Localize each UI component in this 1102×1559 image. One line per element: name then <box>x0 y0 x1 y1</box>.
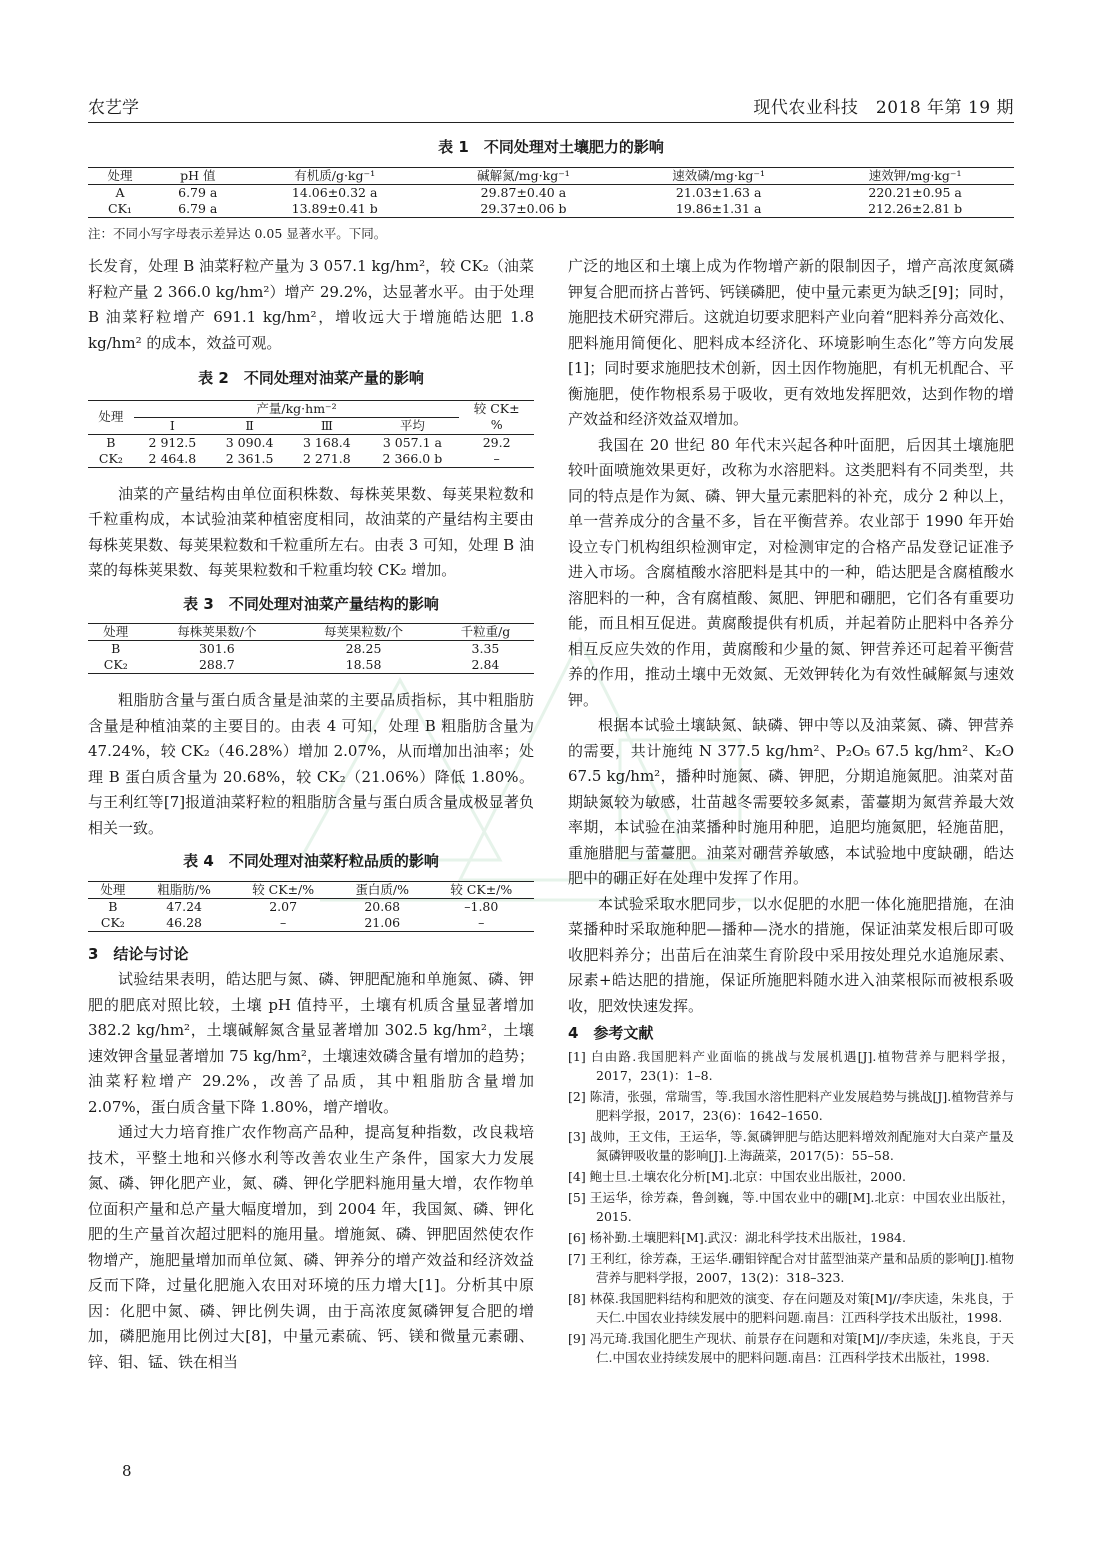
table-cell: –1.80 <box>464 898 499 914</box>
section-heading: 3 结论与讨论 <box>88 944 189 963</box>
body-paragraph: 广泛的地区和土壤上成为作物增产新的限制因子，增产高浓度氮磷钾复合肥而挤占普钙、钙镁磷肥，使中量元素更为缺乏[9]；同时，施肥技术研究滞后。这就迫切要求肥料产业向着“肥料养分高效化、肥料施用简便化、肥料成本经济化、环境影响生态化”等方向发展[1]；同时要求施肥技术创新，因土因作物施肥，有机无机配合、平衡施肥，使作物根系易于吸收，更有效地发挥肥效，达到作物的增产效益和经济效益双增加。 <box>568 257 1014 428</box>
table-header-cell: 较 CK±/% <box>429 881 534 898</box>
table-cell: – <box>493 450 500 466</box>
page-number: 8 <box>122 1462 132 1480</box>
table-row <box>88 915 534 932</box>
section-heading: 4 参考文献 <box>568 1024 654 1042</box>
table-cell: 2.84 <box>471 657 500 672</box>
table-header-row <box>88 624 534 641</box>
reference-item: [4] 鲍士旦.土壤农化分析[M].北京：中国农业出版社，2000. <box>568 1168 906 1184</box>
table-cell: 301.6 <box>198 641 235 656</box>
table-cell: 29.37±0.06 b <box>480 201 567 216</box>
body-paragraph: 根据本试验土壤缺氮、缺磷、钾中等以及油菜氮、磷、钾营养的需要，共计施纯 N 377.5 kg/hm²、P₂O₅ 67.5 kg/hm²、K₂O 67.5 kg/hm²，播种时施氮、磷、钾肥，分期追施氮肥。油菜对苗期缺氮较为敏感，壮苗越冬需要较多氮素，蕾薹期为氮营养最大效率期，本试验在油菜播种时施用种肥，追肥均施氮肥，轻施苗肥，重施腊肥与蕾薹肥。油菜对硼营养敏感，本试验地中度缺硼，皓达肥中的硼正好在处理中发挥了作用。 <box>568 716 1014 887</box>
table-header-cell: 速效钾/mg·kg⁻¹ <box>816 168 1014 185</box>
table-row <box>88 641 534 658</box>
table-cell: 6.79 a <box>178 201 218 216</box>
table-row <box>88 434 534 451</box>
reference-item: [5] 王运华，徐芳森，鲁剑巍，等.中国农业中的硼[M].北京：中国农业出版社，2015. <box>568 1189 1014 1224</box>
table-cell: 2.07 <box>269 898 298 914</box>
reference-item: [1] 白由路.我国肥料产业面临的挑战与发展机遇[J].植物营养与肥料学报，2017，23(1)：1–8. <box>568 1048 1014 1083</box>
table-cell: CK₁ <box>108 201 132 216</box>
body-paragraph: 粗脂肪含量与蛋白质含量是油菜的主要品质指标，其中粗脂肪含量是种植油菜的主要目的。由表 4 可知，处理 B 粗脂肪含量为 47.24%，较 CK₂（46.28%）增加 2.07%，从而增加出油率；处理 B 蛋白质含量为 20.68%，较 CK₂（21.06%）降低 1.80%。与王利红等[7]报道油菜籽粒的粗脂肪含量与蛋白质含量成极显著负相关一致。 <box>88 691 534 837</box>
reference-item: [6] 杨补勤.土壤肥料[M].武汉：湖北科学技术出版社，1984. <box>568 1229 906 1245</box>
table-cell: 18.58 <box>345 657 382 672</box>
reference-item: [3] 战帅，王文伟，王运华，等.氮磷钾肥与皓达肥料增效剂配施对大白菜产量及氮磷钾吸收量的影响[J].上海蔬菜，2017(5)：55–58. <box>568 1128 1014 1163</box>
table-header-cell: 平均 <box>365 417 459 434</box>
table-row <box>88 201 1014 218</box>
table-cell: – <box>478 914 485 930</box>
table-cell: 2 912.5 <box>148 434 197 450</box>
table-header-cell: 较 CK±/% <box>230 881 335 898</box>
table3 <box>88 623 534 674</box>
table-cell: 2 361.5 <box>225 450 274 466</box>
table-cell: 6.79 a <box>178 185 218 200</box>
table-header-cell: Ⅰ <box>134 417 211 434</box>
body-paragraph: 试验结果表明，皓达肥与氮、磷、钾肥配施和单施氮、磷、钾肥的肥底对照比较，土壤 pH 值持平，土壤有机质含量显著增加 382.2 kg/hm²，土壤碱解氮含量显著增加 302.5 kg/hm²，土壤速效钾含量显著增加 75 kg/hm²，土壤速效磷含量有增加的趋势；油菜籽粒增产 29.2%，改善了品质，其中粗脂肪含量增加 2.07%，蛋白质含量下降 1.80%，增产增收。 <box>88 970 534 1116</box>
table-cell: 19.86±1.31 a <box>675 201 762 216</box>
table2-caption: 表 2 不同处理对油菜产量的影响 <box>198 369 424 387</box>
table-header-row <box>88 417 534 434</box>
journal-issue: 现代农业科技 2018 年第 19 期 <box>753 98 1014 118</box>
table-cell: CK₂ <box>103 657 128 672</box>
table-header-cell: 有机质/g·kg⁻¹ <box>244 168 426 185</box>
table4 <box>88 881 534 932</box>
table-cell: CK₂ <box>100 914 125 930</box>
table-header-cell: 处理 <box>88 881 138 898</box>
table-header-cell: 产量/kg·hm⁻² <box>134 400 460 417</box>
table-header-cell: Ⅲ <box>288 417 365 434</box>
table-cell: 29.87±0.40 a <box>480 185 567 200</box>
table-cell: 288.7 <box>198 657 235 672</box>
table-row <box>88 185 1014 202</box>
body-paragraph: 本试验采取水肥同步，以水促肥的水肥一体化施肥措施，在油菜播种时采取施种肥—播种—浇水的措施，保证油菜发根后即可吸收肥料养分；出苗后在油菜生育阶段中采用按处理兑水追施尿素、尿素+皓达肥的措施，保证所施肥料随水进入油菜根际而被根系吸收，肥效快速发挥。 <box>568 894 1014 1015</box>
reference-item: [9] 冯元琦.我国化肥生产现状、前景存在问题和对策[M]//李庆逵，朱兆良，于天仁.中国农业持续发展中的肥料问题.南昌：江西科学技术出版社，1998. <box>568 1330 1014 1365</box>
table3-caption: 表 3 不同处理对油菜产量结构的影响 <box>183 594 439 613</box>
table-header-cell: Ⅱ <box>211 417 288 434</box>
table-cell: B <box>111 641 121 656</box>
table-header-cell: 每荚果粒数/个 <box>290 624 437 641</box>
table1-note: 注：不同小写字母表示差异达 0.05 显著水平。下同。 <box>88 226 387 241</box>
table-header-cell: pH 值 <box>152 168 244 185</box>
table-header-cell: 每株荚果数/个 <box>144 624 291 641</box>
table-header-cell: 处理 <box>88 624 144 641</box>
table-cell: CK₂ <box>98 450 123 466</box>
table-header-cell: 粗脂肪/% <box>138 881 231 898</box>
reference-item: [8] 林葆.我国肥料结构和肥效的演变、存在问题及对策[M]//李庆逵，朱兆良，于天仁.中国农业持续发展中的肥料问题.南昌：江西科学技术出版社，1998. <box>568 1290 1014 1325</box>
table1 <box>88 167 1014 218</box>
table-cell: 2 366.0 b <box>382 450 443 466</box>
table-cell: – <box>280 914 287 930</box>
table-cell: A <box>115 185 125 200</box>
table-cell: 3 168.4 <box>302 434 351 450</box>
running-header <box>88 96 1014 123</box>
table-cell: 14.06±0.32 a <box>291 185 378 200</box>
left-column <box>88 254 534 1375</box>
right-column <box>568 254 1014 1369</box>
table1-caption: 表 1 不同处理对土壤肥力的影响 <box>438 138 664 156</box>
table-header-cell: 碱解氮/mg·kg⁻¹ <box>426 168 621 185</box>
reference-item: [7] 王利红，徐芳森，王运华.硼钼锌配合对甘蓝型油菜产量和品质的影响[J].植物营养与肥料学报，2007，13(2)：318–323. <box>568 1250 1014 1285</box>
table-cell: 2 271.8 <box>302 450 351 466</box>
table-header-row <box>88 400 534 417</box>
table-cell: 220.21±0.95 a <box>868 185 962 200</box>
table-cell: B <box>106 434 116 450</box>
table-cell: 46.28 <box>166 914 202 930</box>
table-cell: 212.26±2.81 b <box>868 201 963 216</box>
table-header-row <box>88 881 534 898</box>
table-cell: 3.35 <box>471 641 500 656</box>
reference-list <box>568 1047 1014 1367</box>
table-cell: B <box>108 898 118 914</box>
table-cell: 3 090.4 <box>225 434 274 450</box>
table-header-cell: 较 CK± <box>473 400 520 416</box>
table-row <box>88 898 534 915</box>
body-paragraph: 油菜的产量结构由单位面积株数、每株荚果数、每荚果粒数和千粒重构成，本试验油菜种植密度相同，故油菜的产量结构主要由每株荚果数、每荚果粒数和千粒重所左右。由表 3 可知，处理 B 油菜的每株荚果数、每荚果粒数和千粒重均较 CK₂ 增加。 <box>88 484 534 579</box>
body-paragraph: 我国在 20 世纪 80 年代末兴起各种叶面肥，后因其土壤施肥较叶面喷施效果更好，改称为水溶肥料。这类肥料有不同类型，共同的特点是作为氮、磷、钾大量元素肥料的补充，成分 2 种以上，单一营养成分的含量不多，旨在平衡营养。农业部于 1990 年开始设立专门机构组织检测审定，对检测审定的合格产品发登记证准予进入市场。含腐植酸水溶肥料是其中的一种，皓达肥是含腐植酸水溶肥料的一种，含有腐植酸、氮肥、钾肥和硼肥，它们各有重要功能，而且相互促进。黄腐酸提供有机质，并起着防止肥料中各养分相互反应失效的作用，黄腐酸和少量的氮、钾营养还可起着平衡营养的作用，推动土壤中无效氮、无效钾转化为有效性碱解氮与速效钾。 <box>568 435 1014 709</box>
table2 <box>88 400 534 468</box>
table-row <box>88 657 534 674</box>
table-cell: 21.06 <box>364 914 401 930</box>
table-row <box>88 451 534 468</box>
table-cell: 3 057.1 a <box>382 434 442 450</box>
table-header-cell: % <box>459 417 534 434</box>
table-header-cell: 蛋白质/% <box>336 881 429 898</box>
table-cell: 29.2 <box>482 434 511 450</box>
table-cell: 47.24 <box>166 898 202 914</box>
table4-caption: 表 4 不同处理对油菜籽粒品质的影响 <box>183 852 439 870</box>
table-header-cell: 处理 <box>88 400 134 434</box>
section-label: 农艺学 <box>88 98 139 118</box>
body-paragraph: 通过大力培育推广农作物高产品种，提高复种指数，改良栽培技术，平整土地和兴修水利等改善农业生产条件，国家大力发展氮、磷、钾化肥产业，氮、磷、钾化学肥料施用量大增，农作物单位面积产量和总产量大幅度增加，到 2004 年，我国氮、磷、钾化肥的生产量首次超过肥料的施用量。增施氮、磷、钾肥固然使农作物增产，施肥量增加而单位氮、磷、钾养分的增产效益和经济效益反而下降，过量化肥施入农田对环境的压力增大[1]。分析其中原因：化肥中氮、磷、钾比例失调，由于高浓度氮磷钾复合肥的增加，磷肥施用比例过大[8]，中量元素硫、钙、镁和微量元素硼、锌、钼、锰、铁在相当 <box>88 1123 534 1371</box>
table-cell: 21.03±1.63 a <box>675 185 762 200</box>
table-header-cell: 速效磷/mg·kg⁻¹ <box>621 168 816 185</box>
reference-item: [2] 陈清，张强，常瑞雪，等.我国水溶性肥料产业发展趋势与挑战[J].植物营养与肥料学报，2017，23(6)：1642–1650. <box>568 1088 1014 1123</box>
body-paragraph: 长发育，处理 B 油菜籽粒产量为 3 057.1 kg/hm²，较 CK₂（油菜籽粒产量 2 366.0 kg/hm²）增产 29.2%，达显著水平。由于处理 B 油菜籽粒增产 691.1 kg/hm²，增收远大于增施皓达肥 1.8 kg/hm² 的成本，效益可观。 <box>88 257 534 352</box>
table-header-cell: 处理 <box>88 168 152 185</box>
table-header-cell: 千粒重/g <box>437 624 534 641</box>
table-cell: 20.68 <box>364 898 401 914</box>
table-cell: 13.89±0.41 b <box>291 201 378 216</box>
table-cell: 2 464.8 <box>148 450 197 466</box>
table-cell: 28.25 <box>345 641 382 656</box>
table-header-row <box>88 168 1014 185</box>
